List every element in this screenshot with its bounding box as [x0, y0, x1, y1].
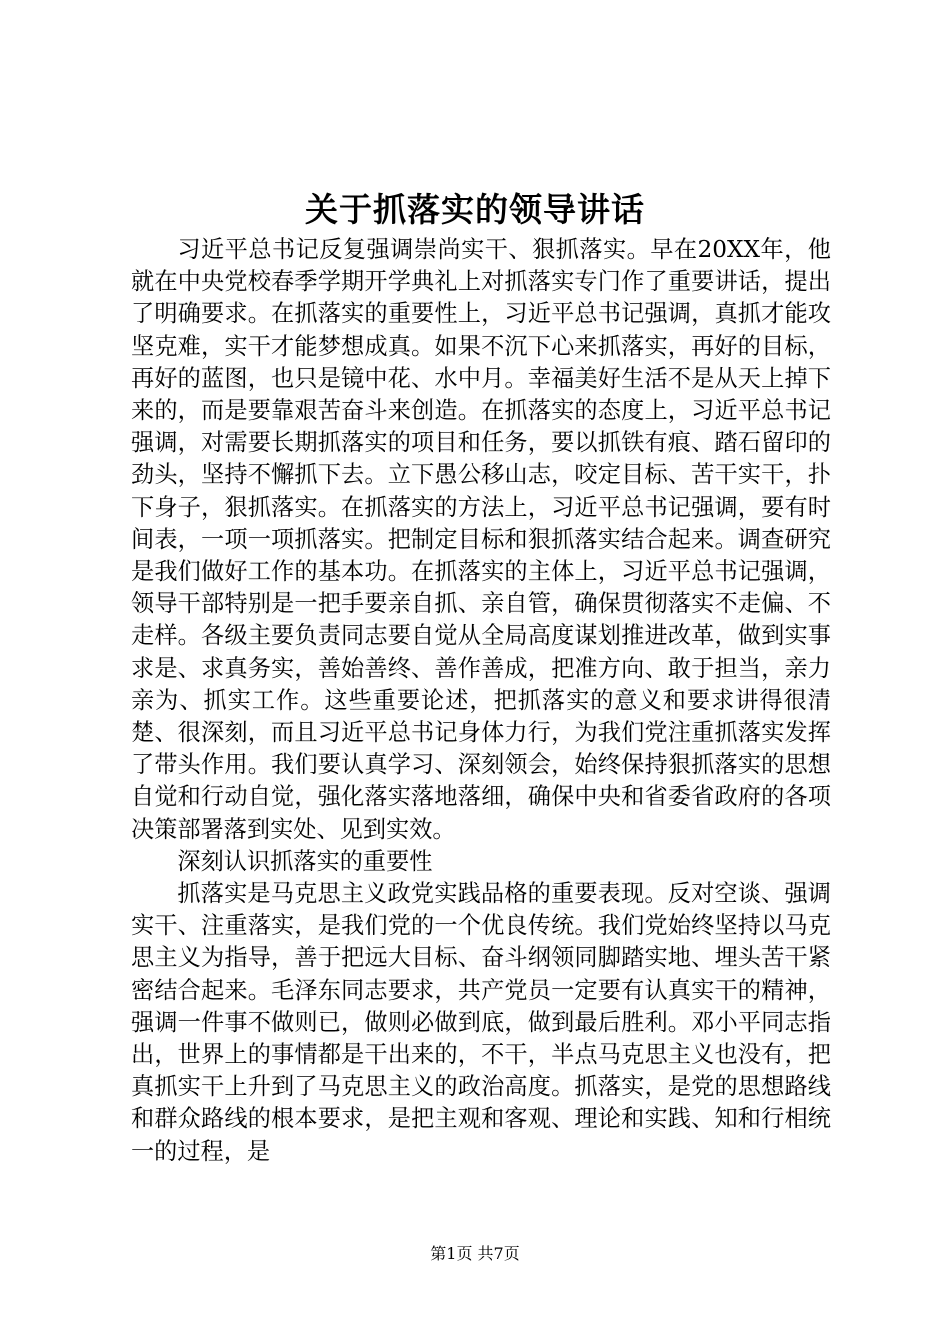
section-heading: 深刻认识抓落实的重要性: [177, 847, 433, 875]
document-body: [131, 234, 831, 1168]
paragraph-section-1: 抓落实是马克思主义政党实践品格的重要表现。反对空谈、强调实干、注重落实，是我们党的一个优良传统。我们党始终坚持以马克思主义为指导，善于把远大目标、奋斗纲领同脚踏实地、埋头苦干紧密结合起来。毛泽东同志要求，共产党员一定要有认真实干的精神，强调一件事不做则已，做则必做到底，做到最后胜利。邓小平同志指出，世界上的事情都是干出来的，不干，半点马克思主义也没有，把真抓实干上升到了马克思主义的政治高度。抓落实，是党的思想路线和群众路线的根本要求，是把主观和客观、理论和实践、知和行相统一的过程，是: [131, 880, 831, 1165]
document-title: 关于抓落实的领导讲话: [305, 190, 645, 229]
paragraph-intro: 习近平总书记反复强调崇尚实干、狠抓落实。早在20XX年，他就在中央党校春季学期开学典礼上对抓落实专门作了重要讲话，提出了明确要求。在抓落实的重要性上，习近平总书记强调，真抓才能攻坚克难，实干才能梦想成真。如果不沉下心来抓落实，再好的目标，再好的蓝图，也只是镜中花、水中月。幸福美好生活不是从天上掉下来的，而是要靠艰苦奋斗来创造。在抓落实的态度上，习近平总书记强调，对需要长期抓落实的项目和任务，要以抓铁有痕、踏石留印的劲头，坚持不懈抓下去。立下愚公移山志，咬定目标、苦干实干，扑下身子，狠抓落实。在抓落实的方法上，习近平总书记强调，要有时间表，一项一项抓落实。把制定目标和狠抓落实结合起来。调查研究是我们做好工作的基本功。在抓落实的主体上，习近平总书记强调，领导干部特别是一把手要亲自抓、亲自管，确保贯彻落实不走偏、不走样。各级主要负责同志要自觉从全局高度谋划推进改革，做到实事求是、求真务实，善始善终、善作善成，把准方向、敢于担当，亲力亲为、抓实工作。这些重要论述，把抓落实的意义和要求讲得很清楚、很深刻，而且习近平总书记身体力行，为我们党注重抓落实发挥了带头作用。我们要认真学习、深刻领会，始终保持狠抓落实的思想自觉和行动自觉，强化落实落地落细，确保中央和省委省政府的各项决策部署落到实处、见到实效。: [131, 236, 831, 843]
page-number-footer: 第1页 共7页: [430, 1244, 520, 1263]
